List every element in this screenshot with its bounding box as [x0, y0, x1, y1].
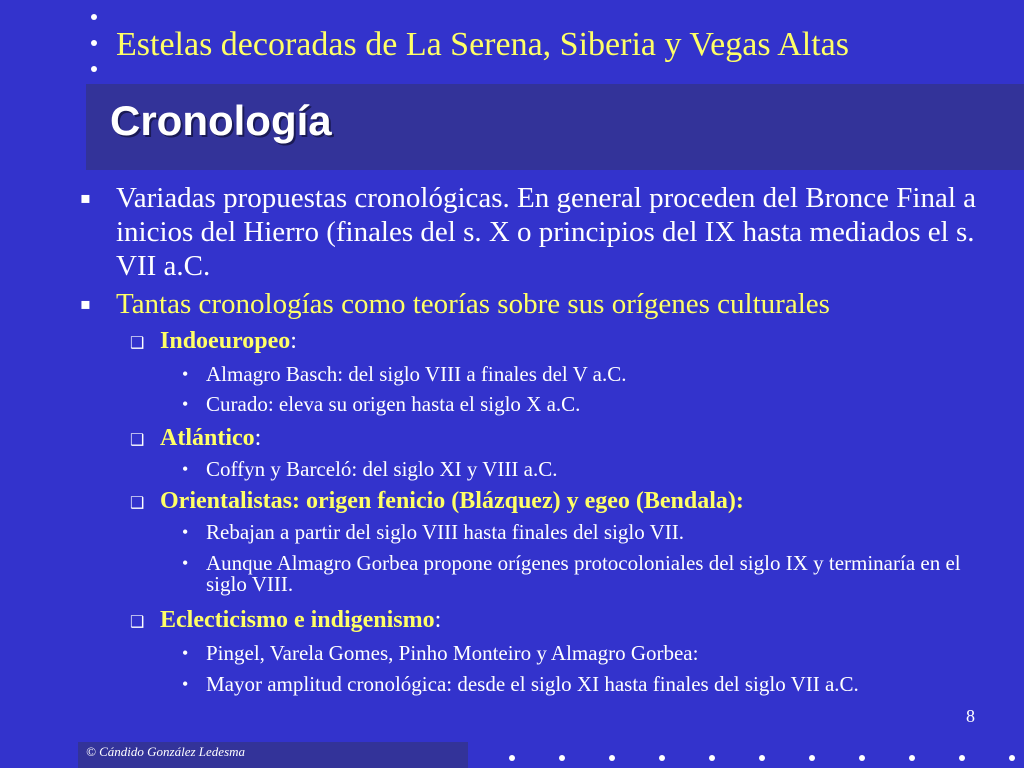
list-item [182, 520, 996, 544]
decor-dot [859, 755, 865, 761]
checkbox-bullet-icon: ❑ [130, 430, 145, 449]
list-item [182, 641, 996, 665]
list-item-text: Almagro Basch: del siglo VIII a finales del V a.C. [206, 362, 627, 386]
section-colon: : [254, 425, 262, 451]
decor-dot [659, 755, 665, 761]
list-item-text: Mayor amplitud cronológica: desde el siglo XI hasta finales del siglo VII a.C. [206, 672, 859, 696]
list-item-text: Coffyn y Barceló: del siglo XI y VIII a.C. [206, 457, 558, 481]
list-item [182, 672, 996, 696]
square-bullet-icon: ▪ [80, 294, 91, 313]
list-item [182, 362, 996, 386]
decor-dot [609, 755, 615, 761]
section-heading [130, 487, 1000, 515]
dot-bullet-icon: • [182, 394, 189, 414]
slide-title: Cronología [110, 97, 332, 144]
section-heading [130, 424, 1000, 452]
decor-dot [759, 755, 765, 761]
decor-dot [91, 40, 97, 46]
decor-dot [1009, 755, 1015, 761]
section-colon: : [290, 328, 297, 354]
slide-subtitle: Estelas decoradas de La Serena, Siberia y Vegas Altas [116, 26, 849, 63]
decor-dot [91, 66, 97, 72]
section-colon: : [434, 607, 442, 633]
dot-bullet-icon: • [182, 459, 189, 479]
square-bullet-icon: ▪ [80, 188, 91, 207]
section-heading [130, 606, 1000, 634]
list-item [182, 551, 996, 596]
checkbox-bullet-icon: ❑ [130, 612, 145, 631]
checkbox-bullet-icon: ❑ [130, 333, 145, 352]
dot-bullet-icon: • [182, 364, 189, 384]
decor-dot [91, 14, 97, 20]
section-label: Indoeuropeo [160, 328, 291, 354]
bullet-1 [80, 181, 1016, 283]
page-number: 8 [966, 706, 975, 726]
decor-dot [559, 755, 565, 761]
footer-credit: © Cándido González Ledesma [86, 744, 246, 759]
list-item-text: Aunque Almagro Gorbea propone orígenes protocoloniales del siglo IX y terminaría en el siglo VIII. [206, 551, 961, 596]
list-item-text: Pingel, Varela Gomes, Pinho Monteiro y Almagro Gorbea: [206, 641, 699, 665]
decor-dot [959, 755, 965, 761]
dot-bullet-icon: • [182, 674, 189, 694]
bullet-2-text: Tantas cronologías como teorías sobre sus orígenes culturales [116, 288, 830, 320]
list-item [182, 457, 996, 481]
bullet-1-text: Variadas propuestas cronológicas. En general proceden del Bronce Final a inicios del Hierro (finales del s. X o principios del IX hasta mediados el s. VII a.C. [116, 182, 977, 282]
list-item-text: Curado: eleva su origen hasta el siglo X a.C. [206, 392, 581, 416]
decor-dot [509, 755, 515, 761]
dot-bullet-icon: • [182, 643, 189, 663]
list-item [182, 392, 996, 416]
section-label: Eclecticismo e indigenismo [160, 607, 435, 633]
decor-dot [909, 755, 915, 761]
list-item-text: Rebajan a partir del siglo VIII hasta finales del siglo VII. [206, 520, 685, 544]
bullet-2 [80, 287, 1016, 321]
decor-dot [809, 755, 815, 761]
checkbox-bullet-icon: ❑ [130, 493, 145, 512]
dot-bullet-icon: • [182, 522, 189, 542]
decor-dot [709, 755, 715, 761]
section-heading [130, 327, 1000, 355]
section-label: Atlántico [160, 425, 255, 451]
section-label: Orientalistas: origen fenicio (Blázquez) y egeo (Bendala): [160, 488, 744, 514]
dot-bullet-icon: • [182, 553, 189, 573]
